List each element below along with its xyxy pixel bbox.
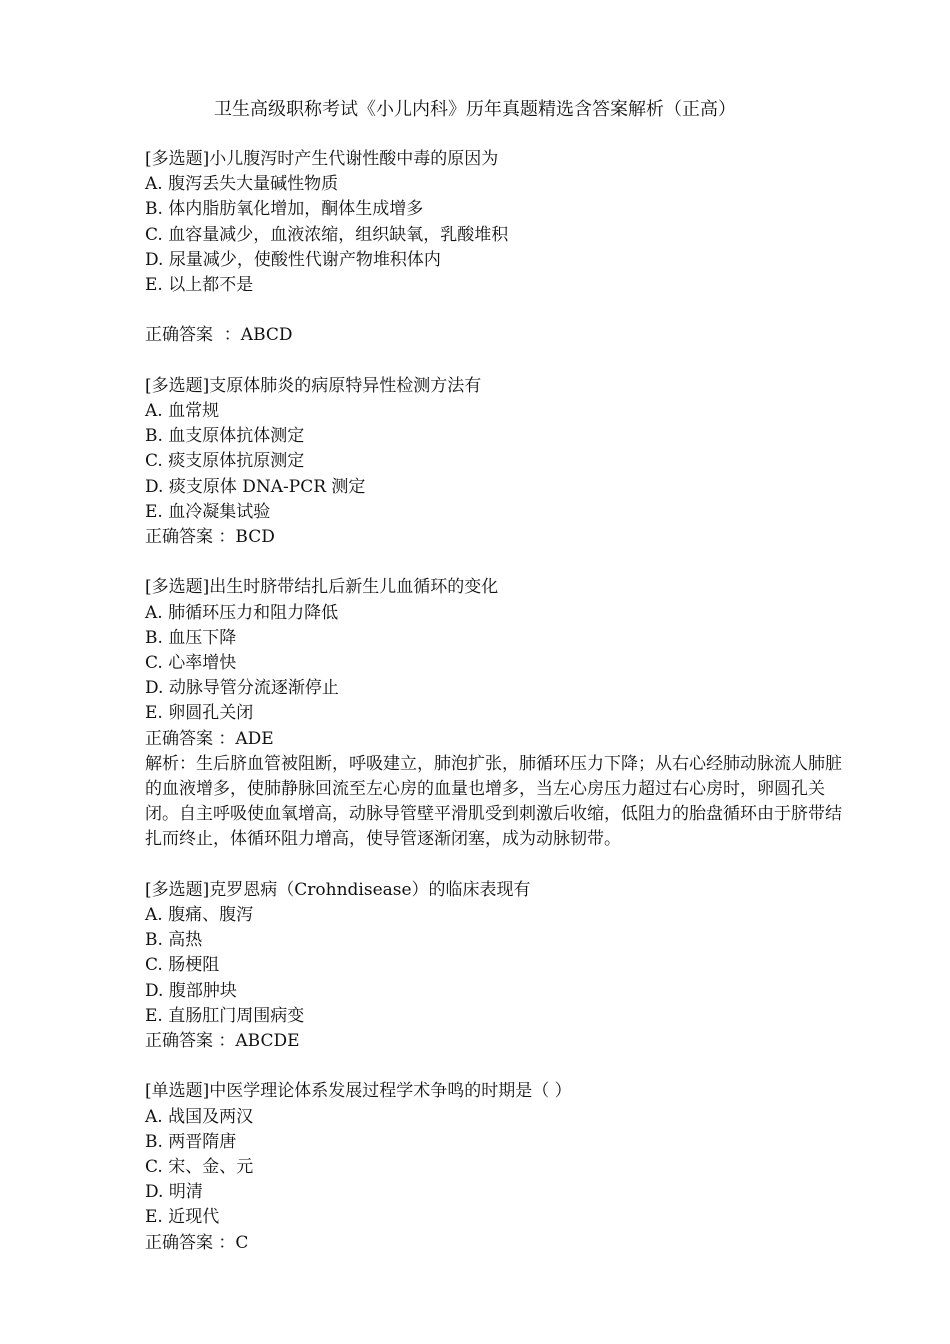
option-e: E. 以上都不是: [145, 275, 254, 296]
option-a: A. 腹泻丢失大量碱性物质: [145, 174, 339, 195]
option-c: C. 血容量减少，血液浓缩，组织缺氧，乳酸堆积: [145, 224, 509, 245]
option-e: E. 近现代: [145, 1207, 220, 1228]
question-block: [145, 878, 845, 1054]
correct-answer: 正确答案 ：BCD: [145, 527, 275, 548]
question-stem: [单选题]中医学理论体系发展过程学术争鸣的时期是（ ）: [145, 1081, 572, 1102]
option-d: D. 明清: [145, 1182, 203, 1203]
option-a: A. 肺循环压力和阻力降低: [145, 602, 339, 623]
option-a: A. 战国及两汉: [145, 1106, 254, 1127]
option-a: A. 腹痛、腹泻: [145, 905, 254, 926]
option-e: E. 血冷凝集试验: [145, 501, 271, 522]
option-d: D. 动脉导管分流逐渐停止: [145, 678, 339, 699]
question-block: [145, 1079, 845, 1255]
option-d: D. 痰支原体 DNA-PCR 测定: [145, 476, 366, 497]
question-stem: [多选题]支原体肺炎的病原特异性检测方法有: [145, 375, 482, 396]
option-e: E. 卵圆孔关闭: [145, 703, 254, 724]
option-c: C. 心率增快: [145, 653, 237, 674]
correct-answer: 正确答案 ：C: [145, 1232, 249, 1253]
correct-answer: 正确答案 ：ABCD: [145, 325, 293, 346]
question-list: [145, 147, 845, 1256]
option-b: B. 高热: [145, 930, 203, 951]
option-c: C. 痰支原体抗原测定: [145, 451, 305, 472]
option-c: C. 肠梗阻: [145, 955, 220, 976]
correct-answer: 正确答案 ：ABCDE: [145, 1031, 300, 1052]
question-block: [145, 147, 845, 349]
question-stem: [多选题]克罗恩病（Crohndisease）的临床表现有: [145, 879, 531, 900]
option-c: C. 宋、金、元: [145, 1157, 254, 1178]
option-b: B. 血支原体抗体测定: [145, 426, 305, 447]
option-b: B. 血压下降: [145, 627, 237, 648]
question-stem: [多选题]出生时脐带结扎后新生儿血循环的变化: [145, 577, 499, 598]
option-e: E. 直肠肛门周围病变: [145, 1005, 305, 1026]
option-a: A. 血常规: [145, 401, 220, 421]
answer-analysis: 解析：生后脐血管被阻断，呼吸建立，肺泡扩张，肺循环压力下降；从右心经肺动脉流人肺脏的血液增多，使肺静脉回流至左心房的血量也增多，当左心房压力超过右心房时，卵圆孔关闭。自主呼吸使血氧增高，动脉导管壁平滑肌受到刺激后收缩，低阻力的胎盘循环由于脐带结扎而终止，体循环阻力增高，使导管逐渐闭塞，成为动脉韧带。: [145, 753, 842, 850]
question-block: [145, 374, 845, 550]
question-block: [145, 575, 845, 852]
option-b: B. 两晋隋唐: [145, 1131, 237, 1152]
option-d: D. 腹部肿块: [145, 980, 237, 1001]
document-title: 卫生高级职称考试《小儿内科》历年真题精选含答案解析（正高）: [214, 99, 736, 120]
option-d: D. 尿量减少，使酸性代谢产物堆积体内: [145, 249, 441, 270]
option-b: B. 体内脂肪氧化增加，酮体生成增多: [145, 199, 424, 220]
question-stem: [多选题]小儿腹泻时产生代谢性酸中毒的原因为: [145, 149, 499, 169]
correct-answer: 正确答案 ：ADE: [145, 728, 274, 749]
